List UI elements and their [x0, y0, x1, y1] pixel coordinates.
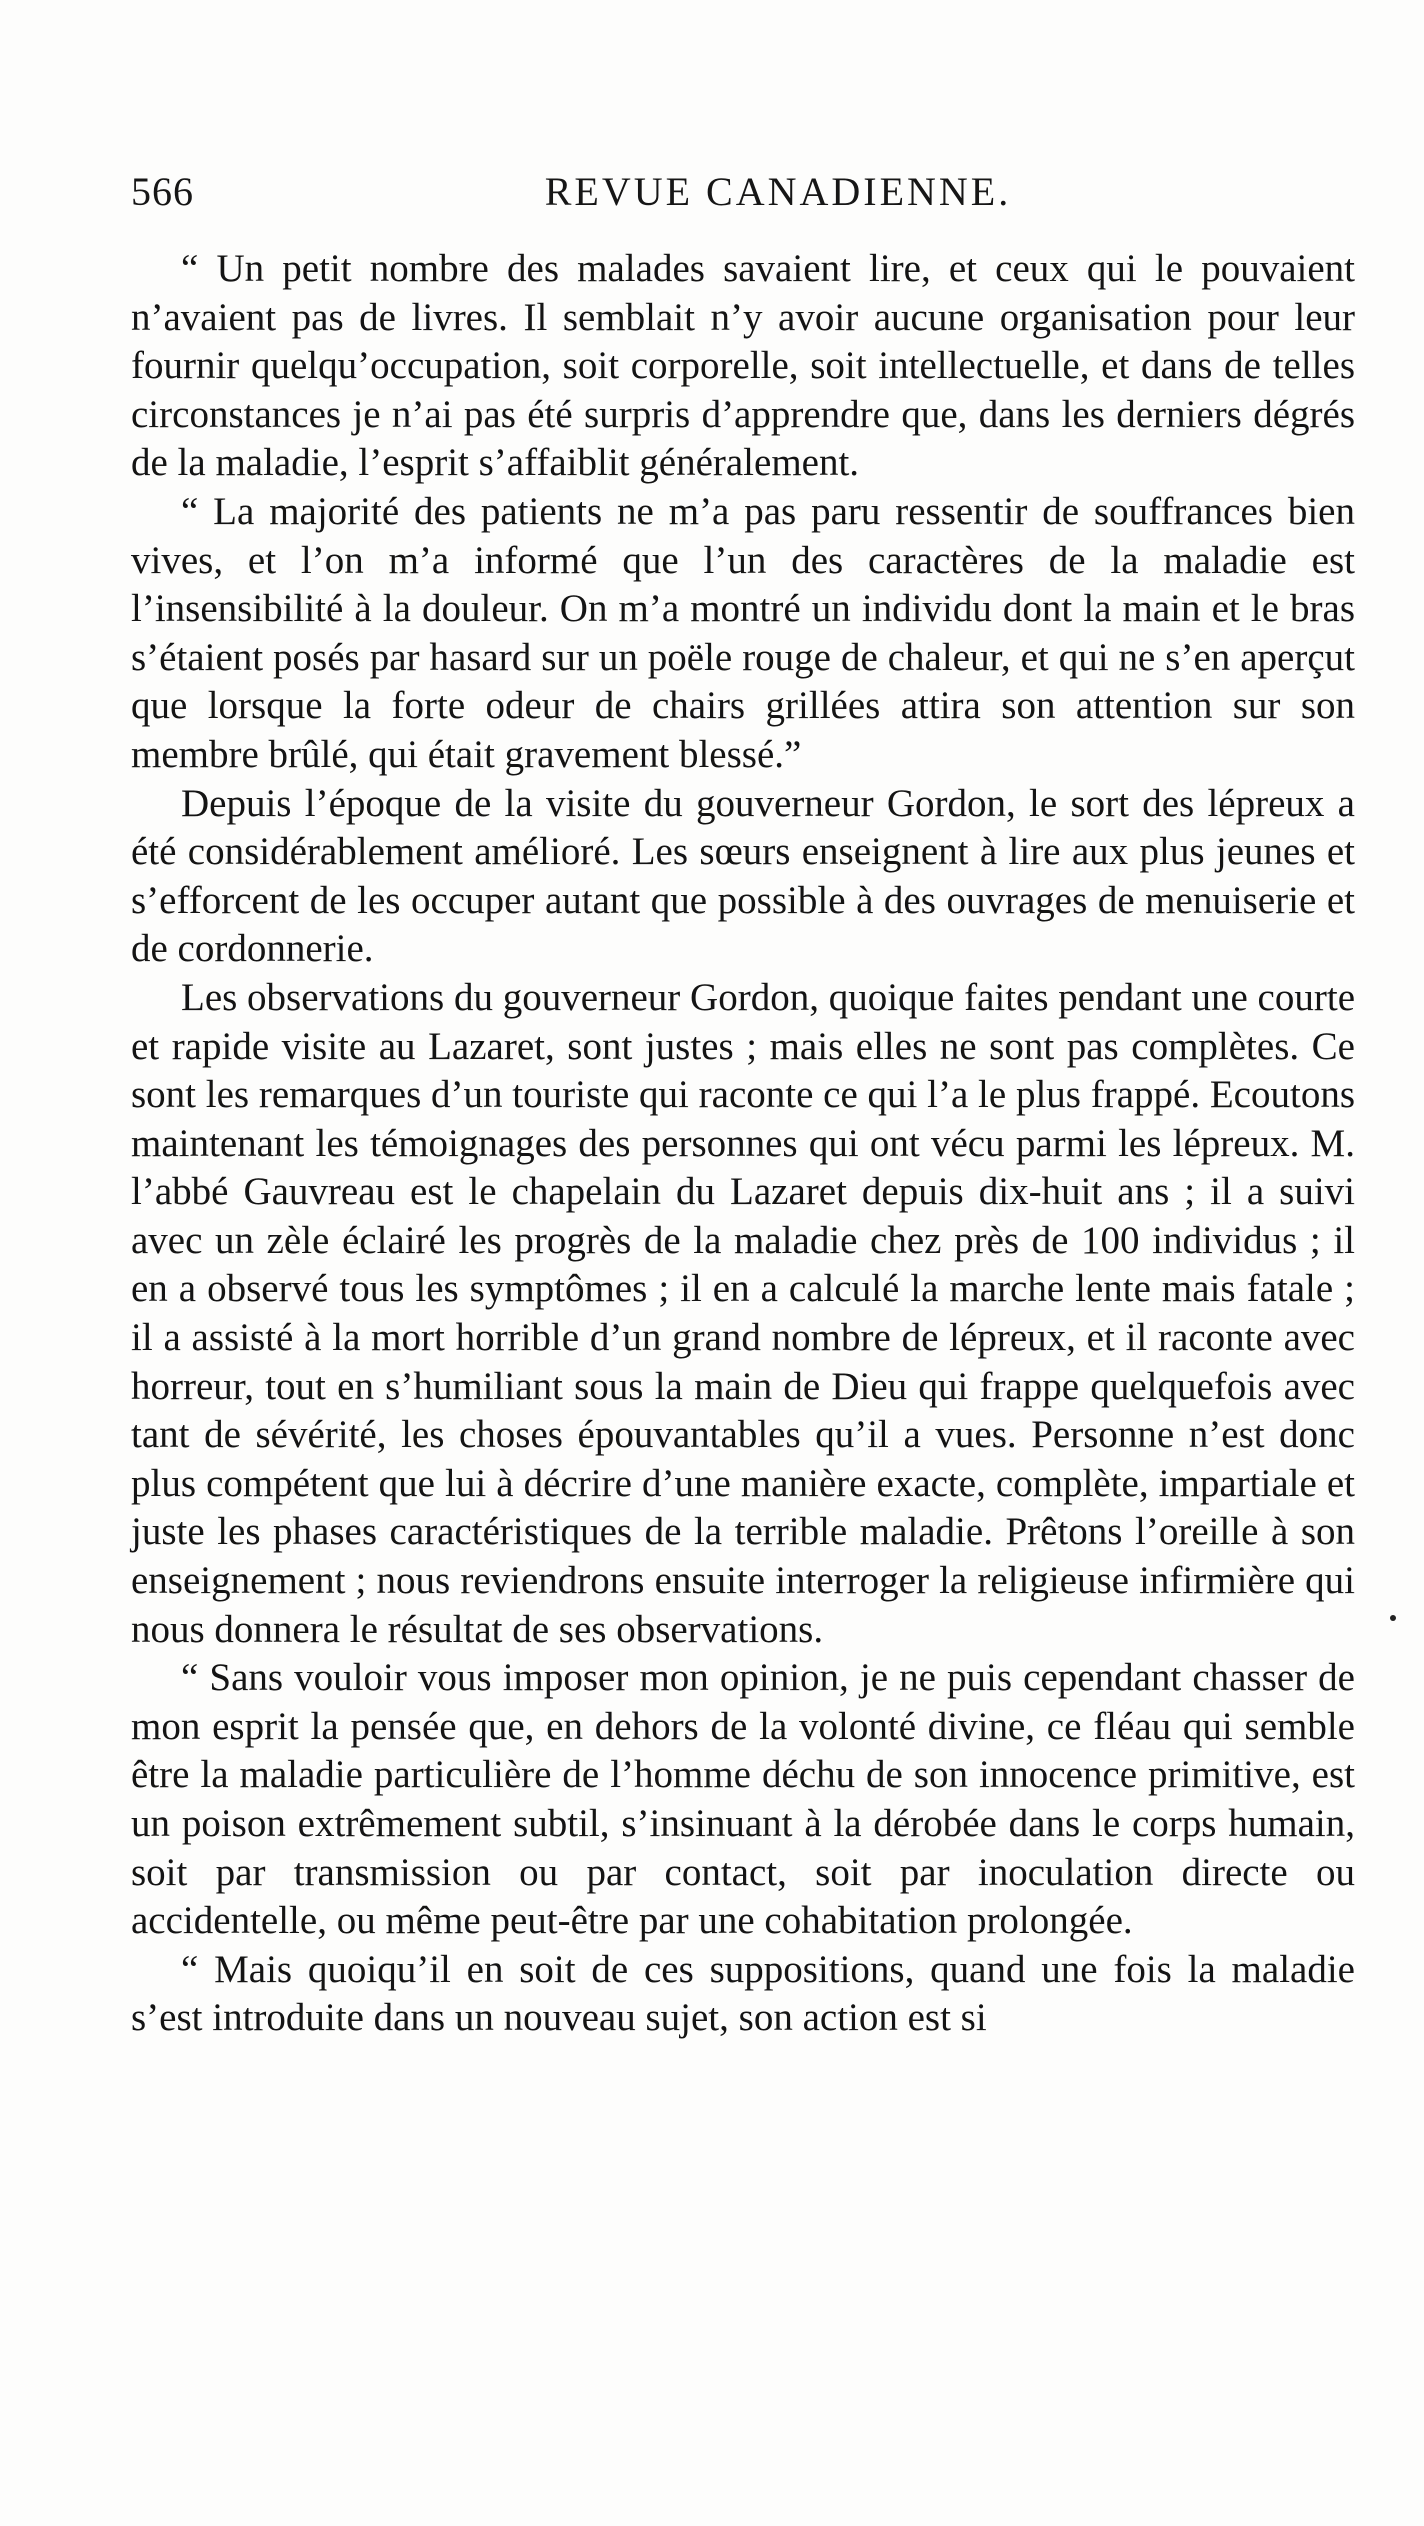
page-number: 566: [131, 169, 194, 214]
paragraph: “ La majorité des patients ne m’a pas paru ressentir de souffrances bien vives, et l’on m’a informé que l’un des caractères de la maladie est l’insensibilité à la douleur. On m’a montré un individu dont la main et le bras s’étaient posés par hasard sur un poële rouge de chaleur, et qui ne s’en aperçut que lorsque la forte odeur de chairs grillées attira son attention sur son membre brûlé, qui était gravement blessé.”: [131, 489, 1355, 776]
paragraph: “ Sans vouloir vous imposer mon opinion, je ne puis cependant chasser de mon esprit la pensée que, en dehors de la volonté divine, ce fléau qui semble être la maladie particulière de l’homme déchu de son innocence primitive, est un poison extrêmement subtil, s’insinuant à la dérobée dans le corps humain, soit par transmission ou par contact, soit par inoculation directe ou accidentelle, ou même peut-être par une cohabitation prolongée.: [131, 1656, 1355, 1943]
paragraph: Les observations du gouverneur Gordon, quoique faites pendant une courte et rapide visite au Lazaret, sont justes ; mais elles ne sont pas complètes. Ce sont les remarques d’un touriste qui raconte ce qui l’a le plus frappé. Ecoutons maintenant les témoignages des personnes qui ont vécu parmi les lépreux. M. l’abbé Gauvreau est le chapelain du Lazaret depuis dix-huit ans ; il a suivi avec un zèle éclairé les progrès de la maladie chez près de 100 individus ; il en a observé tous les symptômes ; il en a calculé la marche lente mais fatale ; il a assisté à la mort horrible d’un grand nombre de lépreux, et il raconte avec horreur, tout en s’humiliant sous la main de Dieu qui frappe quelquefois avec tant de sévérité, les choses épouvantables qu’il a vues. Personne n’est donc plus compétent que lui à décrire d’une manière exacte, complète, impartiale et juste les phases caractéristiques de la terrible maladie. Prêtons l’oreille à son enseignement ; nous reviendrons ensuite interroger la religieuse infirmière qui nous donnera le résultat de ses observations.: [131, 975, 1355, 1651]
running-head: REVUE CANADIENNE.: [544, 169, 1012, 214]
ink-speck: [1390, 1615, 1396, 1621]
page-header: [131, 168, 1355, 228]
paragraph: “ Un petit nombre des malades savaient lire, et ceux qui le pouvaient n’avaient pas de livres. Il semblait n’y avoir aucune organisation pour leur fournir quelqu’occupation, soit corporelle, soit intellectuelle, et dans de telles circonstances je n’ai pas été surpris d’apprendre que, dans les derniers dégrés de la maladie, l’esprit s’affaiblit généralement.: [131, 247, 1355, 485]
body-text: [131, 245, 1355, 2043]
paragraph: Depuis l’époque de la visite du gouverneur Gordon, le sort des lépreux a été considérablement amélioré. Les sœurs enseignent à lire aux plus jeunes et s’efforcent de les occuper autant que possible à des ouvrages de menuiserie et de cordonnerie.: [131, 781, 1355, 971]
paragraph: “ Mais quoiqu’il en soit de ces suppositions, quand une fois la maladie s’est introduite dans un nouveau sujet, son action est si: [131, 1947, 1355, 2040]
